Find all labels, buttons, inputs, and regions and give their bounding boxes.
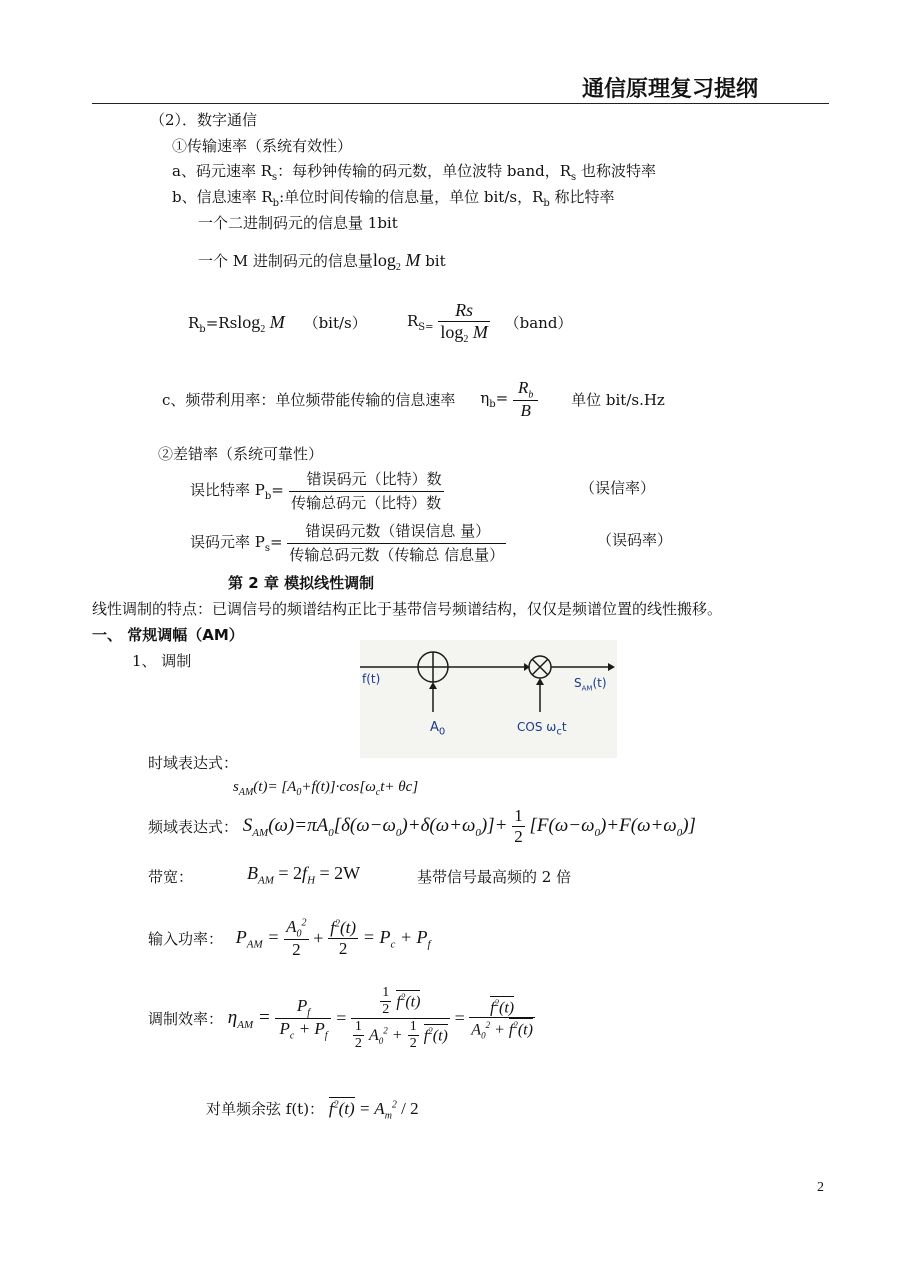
time-domain-expression: $s_{AM}(t)= [A_0+f(t)]\cdot\cos[\omega_ct+ \theta c]$ xyxy=(233,779,419,798)
chapter-title: 第 2 章 模拟线性调制 xyxy=(228,574,375,592)
time-domain-label: 时域表达式： xyxy=(148,754,239,772)
symbol-rate-line: a、码元速率 $R_s$：每秒钟传输的码元数，单位波特 band，$R_s$ 也称波特率 xyxy=(172,162,656,183)
error-rate-title: ②差错率（系统可靠性） xyxy=(158,445,324,463)
linear-mod-feature: 线性调制的特点：已调信号的频谱结构正比于基带信号频谱结构，仅仅是频谱位置的线性搬移。 xyxy=(92,600,723,618)
bandwidth-note: 基带信号最高频的 2 倍 xyxy=(417,868,572,886)
input-power-line: 输入功率： $P_{AM}$ = $\frac{A_0^2}{2}$ + $\frac{f^2(t)}{2}$ = $P_c + P_f$ xyxy=(148,917,431,960)
symbol-error-note: （误码率） xyxy=(597,531,673,549)
binary-info-line: 一个二进制码元的信息量 1bit xyxy=(198,214,398,232)
single-tone-line: 对单频余弦 f(t)： $f^2(t) = A_m^2 / 2$ xyxy=(206,1099,419,1122)
dc-offset-label: $A_0$ xyxy=(430,720,446,738)
rs-formula: $R_{S=}$ $\frac{Rs}{\log_2 M}$ （band） xyxy=(407,300,573,345)
rb-formula: $R_b=Rslog_2$ M （bit/s） xyxy=(188,312,367,335)
carrier-label: COS $\omega_ct$ xyxy=(517,720,567,738)
am-heading: 一、 常规调幅（AM） xyxy=(92,626,244,644)
output-signal-label: $S_{AM}(t)$ xyxy=(574,676,607,693)
document-title: 通信原理复习提纲 xyxy=(582,77,759,102)
bandwidth-label: 带宽： xyxy=(148,868,194,886)
symbol-error-rate-formula: 误码元率 $P_s=$ $\frac{\text{错误码元数（错误信息 量）}}{\text{传输总码元数（传输总 信息量）}}$ xyxy=(190,522,505,564)
mod-efficiency-line: 调制效率： $\eta_{AM}$ = $\frac{P_f}{P_c + P_f}$ = $\frac{1}{2}$ $f^2(t)$ $\frac{1}{2}$ $A_0^2$ + $\frac{1}{2}$ $f^2(t)$ = $\frac{f^2(t)}{A_0^2 + f^2(t)}$ xyxy=(148,985,533,1051)
modulation-label: 1、 调制 xyxy=(132,652,192,670)
am-modulator-diagram xyxy=(360,640,617,758)
bit-error-note: （误信率） xyxy=(580,479,656,497)
mary-info-line: 一个 M 进制码元的信息量$\log_2 M$ bit xyxy=(198,250,446,273)
section-heading: （2）．数字通信 xyxy=(150,111,258,129)
bit-error-rate-formula: 误比特率 $P_b=$ $\frac{\text{错误码元（比特）数}}{\text{传输总码元（比特）数}}$ xyxy=(190,470,442,512)
header-rule xyxy=(92,103,829,104)
info-rate-line: b、信息速率 $R_b$:单位时间传输的信息量，单位 bit/s，$R_b$ 称比特率 xyxy=(172,188,615,209)
modulator-svg xyxy=(360,640,617,758)
input-signal-label: f(t) xyxy=(362,672,381,686)
page-number: 2 xyxy=(817,1180,824,1195)
bandwidth-formula: $B_{AM} = 2f_H = 2W$ xyxy=(247,863,361,887)
freq-domain-line: 频域表达式： $S_{AM}(\omega)=\pi A_0[\delta(\omega-\omega_0)+\delta(\omega+\omega_0)]+$ $\frac{1}{2}$ $[F(\omega-\omega_0)+F(\omega+\omega_0)]$ xyxy=(148,806,696,846)
band-efficiency-line: c、频带利用率：单位频带能传输的信息速率 $\eta_b=$ $\frac{R_b}{B}$ 单位 bit/s.Hz xyxy=(162,378,665,421)
rate-title: ①传输速率（系统有效性） xyxy=(172,137,353,155)
